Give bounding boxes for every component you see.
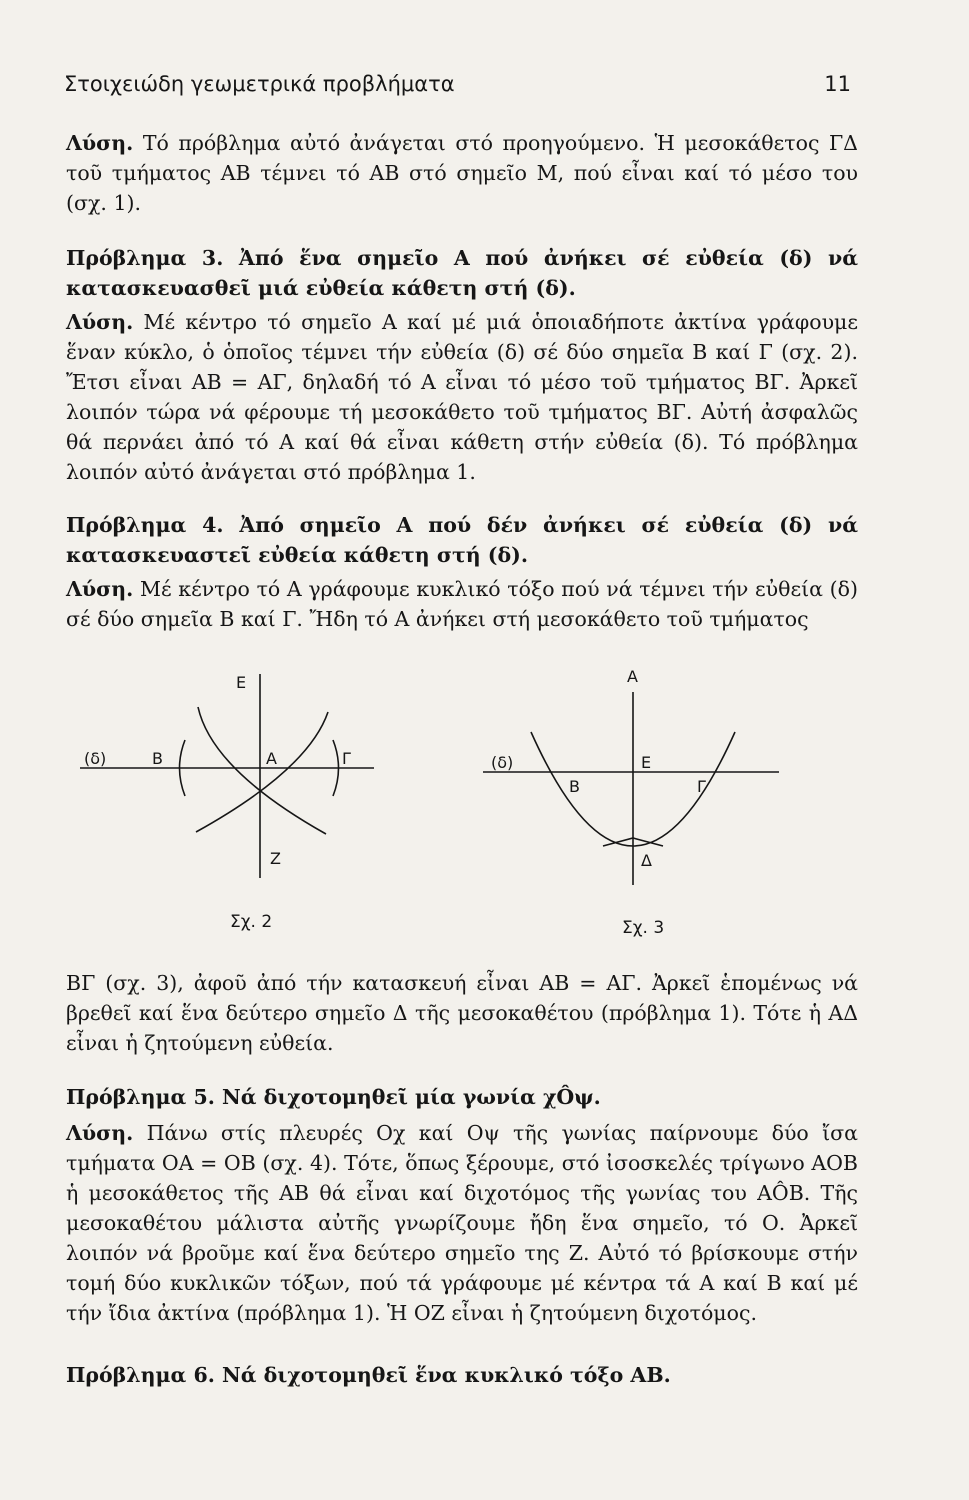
continuation-paragraph	[66, 968, 858, 1058]
problem-label: Πρόβλημα 5.	[66, 1085, 215, 1109]
point-B-label: Β	[152, 749, 163, 768]
figure-3-caption: Σχ. 3	[622, 918, 665, 938]
running-title: Στοιχειώδη γεωμετρικά προβλήματα	[64, 72, 455, 96]
point-B-label: Β	[569, 777, 580, 796]
figure-2	[80, 652, 380, 892]
point-E-label: Ε	[641, 753, 652, 772]
arc-from-B	[198, 707, 326, 834]
solution-text: Μέ κέντρο τό σημεῖο Α καί μέ μιά ὁποιαδήποτε ἀκτίνα γράφουμε ἕναν κύκλο, ὁ ὁποῖος τέμνει τήν εὐθεία (δ) σέ δύο σημεῖα Β καί Γ (σχ. 2). Ἔτσι εἶναι ΑΒ = ΑΓ, δηλαδή τό Α εἶναι τό μέσο τοῦ τμήματος ΒΓ. Ἀρκεῖ λοιπόν τώρα νά φέρουμε τή μεσοκάθετο τοῦ τμήματος ΒΓ. Αὐτή ἀσφαλῶς θά περνάει ἀπό τό Α καί θά εἶναι κάθετη στήν εὐθεία (δ). Τό πρόβλημα λοιπόν αὐτό ἀνάγεται στό πρόβλημα 1.	[66, 310, 858, 484]
solution-label: Λύση.	[66, 1121, 134, 1145]
problem-label: Πρόβλημα 6.	[66, 1363, 215, 1387]
solution-label: Λύση.	[66, 131, 134, 155]
problem-3-statement	[66, 243, 858, 303]
problem-6-statement	[66, 1360, 858, 1390]
problem-text: Νά διχοτομηθεῖ μία γωνία χÔψ.	[214, 1085, 601, 1109]
continuation-text: ΒΓ (σχ. 3), ἀφοῦ ἀπό τήν κατασκευή εἶναι ΑΒ = ΑΓ. Ἀρκεῖ ἑπομένως νά βρεθεῖ καί ἕνα δεύτερο σημεῖο Δ τῆς μεσοκαθέτου (πρόβλημα 1). Τότε ἡ ΑΔ εἶναι ἡ ζητούμενη εὐθεία.	[66, 971, 858, 1055]
arc-from-G	[196, 712, 328, 832]
solution-text: Πάνω στίς πλευρές Οχ καί Οψ τῆς γωνίας παίρνουμε δύο ἴσα τμήματα ΟΑ = ΟΒ (σχ. 4). Τότε, ὅπως ξέρουμε, στό ἰσοσκελές τρίγωνο ΑΟΒ ἡ μεσοκάθετος τῆς ΑΒ θά εἶναι καί διχοτόμος τῆς γωνίας του ΑÔΒ. Τῆς μεσοκαθέτου μάλιστα αὐτῆς γνωρίζουμε ἤδη ἕνα σημεῖο, τό Ο. Ἀρκεῖ λοιπόν νά βροῦμε καί ἕνα δεύτερο σημεῖο της Ζ. Αὐτό τό βρίσκουμε στήν τομή δύο κυκλικῶν τόξων, πού τά γράφουμε μέ κέντρα τά Α καί Β καί μέ τήν ἴδια ἀκτίνα (πρόβλημα 1). Ἡ ΟΖ εἶναι ἡ ζητούμενη διχοτόμος.	[66, 1121, 858, 1325]
problem-label: Πρόβλημα 3.	[66, 246, 224, 270]
point-E-label: Ε	[236, 673, 247, 692]
line-delta-label: (δ)	[84, 749, 107, 768]
problem-text: Ἀπό σημεῖο Α πού δέν ἀνήκει σέ εὐθεία (δ) νά κατασκευαστεῖ εὐθεία κάθετη στή (δ).	[66, 513, 858, 567]
solution-label: Λύση.	[66, 577, 134, 601]
solution-text: Μέ κέντρο τό Α γράφουμε κυκλικό τόξο πού νά τέμνει τήν εὐθεία (δ) σέ δύο σημεῖα Β καί Γ. Ἤδη τό Α ἀνήκει στή μεσοκάθετο τοῦ τμήματος	[66, 577, 858, 631]
point-Z-label: Ζ	[270, 849, 281, 868]
figure-3	[483, 660, 783, 900]
solution-text: Τό πρόβλημα αὐτό ἀνάγεται στό προηγούμενο. Ἡ μεσοκάθετος ΓΔ τοῦ τμήματος ΑΒ τέμνει τό ΑΒ στό σημεῖο Μ, πού εἶναι καί τό μέσο του (σχ. 1).	[66, 131, 858, 215]
point-A-label: Α	[266, 749, 277, 768]
solution-paragraph-1	[66, 128, 858, 218]
line-delta-label: (δ)	[491, 753, 514, 772]
point-A-label: Α	[627, 667, 638, 686]
point-G-label: Γ	[697, 777, 706, 796]
point-D-label: Δ	[641, 851, 652, 870]
page-header	[64, 72, 851, 96]
solution-label: Λύση.	[66, 310, 134, 334]
problem-4-statement	[66, 510, 858, 570]
solution-paragraph-3	[66, 307, 858, 487]
figure-2-caption: Σχ. 2	[230, 912, 273, 932]
solution-paragraph-6	[66, 1118, 858, 1328]
problem-5-statement	[66, 1082, 858, 1112]
page-number: 11	[824, 72, 851, 96]
problem-text: Ἀπό ἕνα σημεῖο Α πού ἀνήκει σέ εὐθεία (δ) νά κατασκευασθεῖ μιά εὐθεία κάθετη στή (δ).	[66, 246, 858, 300]
problem-label: Πρόβλημα 4.	[66, 513, 224, 537]
point-G-label: Γ	[342, 749, 351, 768]
solution-paragraph-4	[66, 574, 858, 634]
problem-text: Νά διχοτομηθεῖ ἕνα κυκλικό τόξο ΑΒ.	[214, 1363, 671, 1387]
